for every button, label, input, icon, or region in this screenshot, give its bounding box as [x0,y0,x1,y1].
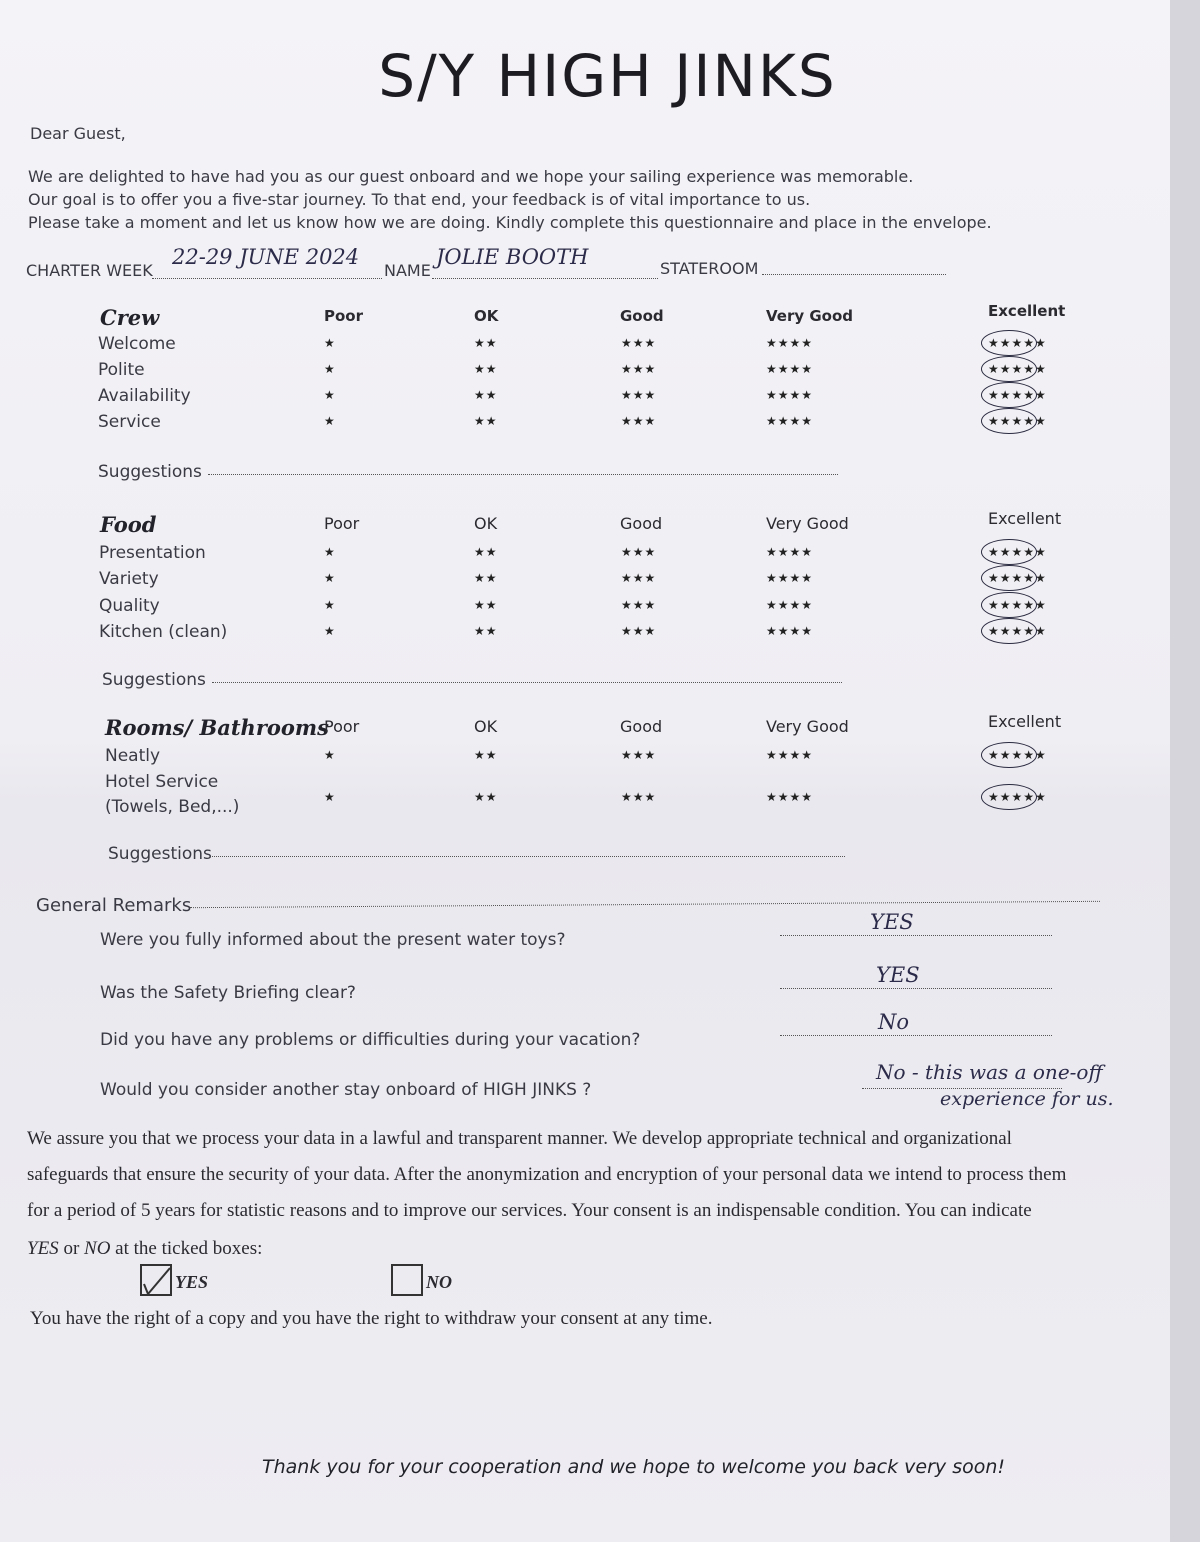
stateroom-field[interactable] [762,274,946,275]
name-label: NAME [384,261,431,280]
rating-option-3-stars[interactable]: ★★★ [621,414,657,428]
consent-no-checkbox[interactable] [391,1264,423,1296]
rating-option-1-stars[interactable]: ★ [324,545,336,559]
rating-column-header: Poor [324,514,360,533]
handwritten-answer-continued: experience for us. [940,1088,1114,1110]
selected-rating-circle [981,618,1037,644]
rating-item-label: Welcome [98,334,176,354]
rating-item-sublabel: (Towels, Bed,...) [105,797,240,817]
question-text: Would you consider another stay onboard of HIGH JINKS ? [100,1080,592,1100]
question-text: Did you have any problems or difficulties during your vacation? [100,1030,641,1050]
rating-column-header: Very Good [766,307,854,325]
rating-option-5-stars[interactable]: ★★★★★ [988,624,1047,638]
rating-item-label: Service [98,412,161,432]
intro-line-2: Our goal is to offer you a five-star journey. To that end, your feedback is of vital importance to us. [28,190,811,209]
consent-line-2: safeguards that ensure the security of your data. After the anonymization and encryption of your personal data we intend to process them [27,1164,1067,1185]
answer-field[interactable] [780,1035,1052,1036]
rating-option-1-stars[interactable]: ★ [324,624,336,638]
rating-option-2-stars[interactable]: ★★ [474,624,498,638]
rating-option-1-stars[interactable]: ★ [324,748,336,762]
footer-thanks: Thank you for your cooperation and we hope to welcome you back very soon! [262,1456,1006,1478]
rating-option-4-stars[interactable]: ★★★★ [766,414,814,428]
suggestions-label: Suggestions [108,844,212,864]
consent-rights: You have the right of a copy and you have the right to withdraw your consent at any time. [30,1308,713,1329]
rating-option-1-stars[interactable]: ★ [324,388,336,402]
document-title: S/Y HIGH JINKS [378,42,837,110]
rating-option-4-stars[interactable]: ★★★★ [766,571,814,585]
general-remarks-label: General Remarks [36,895,192,916]
answer-field[interactable] [780,935,1052,936]
rating-column-header: Poor [324,717,360,736]
rating-column-header: OK [474,717,498,736]
suggestions-label: Suggestions [98,462,202,482]
selected-rating-circle [981,784,1037,810]
rating-column-header: Excellent [988,509,1062,528]
rating-option-1-stars[interactable]: ★ [324,571,336,585]
consent-line-3: for a period of 5 years for statistic reasons and to improve our services. Your consent is an indispensable condition. You can indicate [27,1200,1032,1221]
consent-line-4: YES or NO at the ticked boxes: [27,1238,263,1259]
table-surface [1170,0,1200,1542]
section-title: Rooms/ Bathrooms [105,715,329,740]
selected-rating-circle [981,592,1037,618]
rating-option-3-stars[interactable]: ★★★ [621,336,657,350]
name-field[interactable]: JOLIE BOOTH [436,245,589,269]
selected-rating-circle [981,382,1037,408]
rating-option-4-stars[interactable]: ★★★★ [766,748,814,762]
rating-column-header: Good [620,307,664,325]
rating-option-4-stars[interactable]: ★★★★ [766,624,814,638]
rating-option-4-stars[interactable]: ★★★★ [766,545,814,559]
rating-option-4-stars[interactable]: ★★★★ [766,790,814,804]
stateroom-label: STATEROOM [660,259,759,278]
rating-option-1-stars[interactable]: ★ [324,362,336,376]
suggestions-field[interactable] [208,474,838,475]
rating-item-label: Kitchen (clean) [99,622,228,642]
rating-option-5-stars[interactable]: ★★★★★ [988,336,1047,350]
consent-yes-label: YES [175,1272,209,1292]
rating-column-header: Excellent [988,712,1062,731]
rating-column-header: Good [620,717,663,736]
suggestions-label: Suggestions [102,670,206,690]
rating-option-2-stars[interactable]: ★★ [474,598,498,612]
rating-item-label: Variety [99,569,159,589]
answer-field[interactable] [780,988,1052,989]
handwritten-answer: No [878,1010,910,1034]
charter-week-field[interactable]: 22-29 JUNE 2024 [172,245,360,269]
rating-option-1-stars[interactable]: ★ [324,414,336,428]
checkmark-icon [142,1266,174,1298]
rating-option-1-stars[interactable]: ★ [324,790,336,804]
rating-item-label: Quality [99,596,160,616]
rating-option-2-stars[interactable]: ★★ [474,790,498,804]
rating-option-3-stars[interactable]: ★★★ [621,571,657,585]
section-title: Crew [100,305,160,330]
charter-week-label: CHARTER WEEK [26,261,153,280]
rating-column-header: Very Good [766,514,849,533]
rating-option-4-stars[interactable]: ★★★★ [766,336,814,350]
rating-option-2-stars[interactable]: ★★ [474,388,498,402]
rating-item-label: Hotel Service [105,772,219,792]
rating-option-5-stars[interactable]: ★★★★★ [988,790,1047,804]
rating-option-3-stars[interactable]: ★★★ [621,362,657,376]
section-title: Food [100,512,157,537]
handwritten-answer: No - this was a one-off [876,1060,1103,1084]
rating-option-3-stars[interactable]: ★★★ [621,545,657,559]
handwritten-answer: YES [870,910,914,934]
rating-column-header: OK [474,514,498,533]
rating-item-label: Neatly [105,746,161,766]
greeting: Dear Guest, [30,124,126,143]
rating-option-2-stars[interactable]: ★★ [474,571,498,585]
rating-option-3-stars[interactable]: ★★★ [621,598,657,612]
rating-option-2-stars[interactable]: ★★ [474,748,498,762]
consent-yes-checkbox[interactable] [140,1264,172,1296]
rating-option-3-stars[interactable]: ★★★ [621,790,657,804]
rating-option-5-stars[interactable]: ★★★★★ [988,362,1047,376]
handwritten-answer: YES [876,963,920,987]
question-text: Was the Safety Briefing clear? [100,983,356,1003]
rating-option-1-stars[interactable]: ★ [324,598,336,612]
consent-no-label: NO [426,1272,452,1292]
rating-option-1-stars[interactable]: ★ [324,336,336,350]
rating-option-2-stars[interactable]: ★★ [474,414,498,428]
rating-item-label: Polite [98,360,145,380]
rating-column-header: Good [620,514,663,533]
rating-column-header: Poor [324,307,364,325]
selected-rating-circle [981,356,1037,382]
suggestions-field[interactable] [212,856,845,857]
rating-column-header: Excellent [988,302,1066,320]
rating-option-3-stars[interactable]: ★★★ [621,624,657,638]
rating-option-2-stars[interactable]: ★★ [474,336,498,350]
selected-rating-circle [981,565,1037,591]
suggestions-field[interactable] [212,682,842,683]
rating-item-label: Presentation [99,543,206,563]
selected-rating-circle [981,539,1037,565]
consent-line-1: We assure you that we process your data in a lawful and transparent manner. We develop appropriate technical and organizational [27,1128,1012,1149]
intro-line-3: Please take a moment and let us know how we are doing. Kindly complete this questionnaire and place in the envelope. [28,213,992,232]
rating-column-header: OK [474,307,499,325]
rating-option-3-stars[interactable]: ★★★ [621,388,657,402]
rating-option-4-stars[interactable]: ★★★★ [766,388,814,402]
question-text: Were you fully informed about the present water toys? [100,930,566,950]
selected-rating-circle [981,330,1037,356]
rating-option-5-stars[interactable]: ★★★★★ [988,571,1047,585]
rating-option-5-stars[interactable]: ★★★★★ [988,598,1047,612]
rating-option-4-stars[interactable]: ★★★★ [766,598,814,612]
rating-column-header: Very Good [766,717,849,736]
selected-rating-circle [981,408,1037,434]
rating-option-5-stars[interactable]: ★★★★★ [988,388,1047,402]
selected-rating-circle [981,742,1037,768]
rating-item-label: Availability [98,386,191,406]
rating-option-5-stars[interactable]: ★★★★★ [988,545,1047,559]
rating-option-4-stars[interactable]: ★★★★ [766,362,814,376]
rating-option-2-stars[interactable]: ★★ [474,545,498,559]
rating-option-3-stars[interactable]: ★★★ [621,748,657,762]
intro-line-1: We are delighted to have had you as our guest onboard and we hope your sailing experience was memorable. [28,167,914,186]
rating-option-2-stars[interactable]: ★★ [474,362,498,376]
rating-option-5-stars[interactable]: ★★★★★ [988,748,1047,762]
rating-option-5-stars[interactable]: ★★★★★ [988,414,1047,428]
